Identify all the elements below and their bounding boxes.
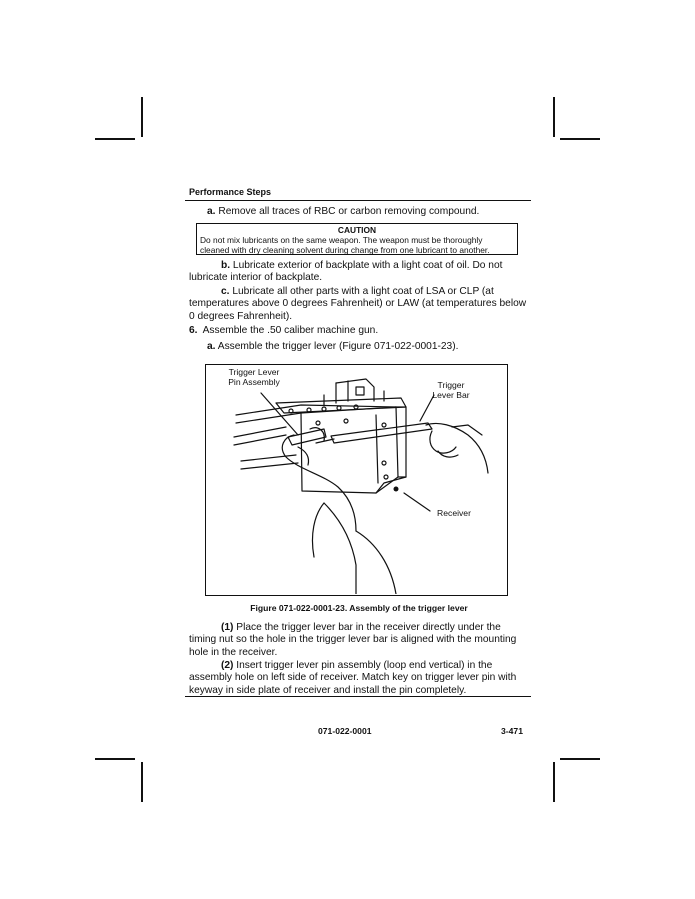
header-rule [185, 200, 531, 201]
step-6-text: Assemble the .50 caliber machine gun. [202, 325, 379, 336]
step-c [189, 286, 527, 323]
step-6a-label: a. [207, 341, 216, 352]
step-b-label: b. [221, 260, 231, 271]
substep-2-label: (2) [221, 660, 234, 671]
crop-mark-bottom-left-h [95, 758, 135, 760]
crop-mark-bottom-left-v [141, 762, 143, 802]
step-b-text: Lubricate exterior of backplate with a light coat of oil. Do not lubricate interior of backplate. [189, 260, 503, 284]
footer-task-code: 071-022-0001 [318, 726, 372, 736]
crop-mark-top-left-h [95, 138, 135, 140]
step-a-label: a. [207, 206, 216, 217]
step-6 [189, 325, 378, 337]
substep-1 [189, 622, 527, 659]
step-a [207, 206, 479, 218]
step-c-text: Lubricate all other parts with a light coat of LSA or CLP (at temperatures above 0 degrees Fahrenheit) or LAW (at temperatures below 0 degrees Fahrenheit). [189, 286, 527, 322]
step-c-label: c. [221, 286, 230, 297]
substep-1-label: (1) [221, 622, 234, 633]
crop-mark-bottom-right-h [560, 758, 600, 760]
step-6a [207, 341, 458, 353]
step-6-label: 6. [189, 325, 198, 336]
substep-1-text: Place the trigger lever bar in the receiver directly under the timing nut so the hole in the trigger lever bar is aligned with the mounting hole in the receiver. [189, 622, 517, 658]
step-a-text: Remove all traces of RBC or carbon removing compound. [218, 206, 480, 217]
crop-mark-bottom-right-v [553, 762, 555, 802]
callout-receiver: Receiver [437, 508, 471, 518]
footer-page-number: 3-471 [501, 726, 523, 736]
callout-pin-assembly: Trigger Lever Pin Assembly [228, 367, 280, 387]
figure-caption: Figure 071-022-0001-23. Assembly of the trigger lever [250, 603, 468, 613]
caution-title: CAUTION [337, 225, 377, 235]
figure-trigger-lever [205, 364, 508, 596]
callout-lever-bar: Trigger Lever Bar [432, 380, 470, 400]
crop-mark-top-right-h [560, 138, 600, 140]
crop-mark-top-left-v [141, 97, 143, 137]
substep-2 [189, 660, 527, 697]
substep-2-text: Insert trigger lever pin assembly (loop end vertical) in the assembly hole on left side of receiver. Match key on trigger lever pin with keyway in side plate of receiver and install the pin completely. [189, 660, 517, 696]
bottom-rule [185, 696, 531, 697]
caution-box [196, 223, 518, 255]
crop-mark-top-right-v [553, 97, 555, 137]
step-b [189, 260, 527, 285]
caution-text: Do not mix lubricants on the same weapon. The weapon must be thoroughly cleaned with dry cleaning solvent during change from one lubricant to another. [200, 235, 490, 255]
section-header: Performance Steps [189, 187, 272, 197]
step-6a-text: Assemble the trigger lever (Figure 071-022-0001-23). [217, 341, 459, 352]
